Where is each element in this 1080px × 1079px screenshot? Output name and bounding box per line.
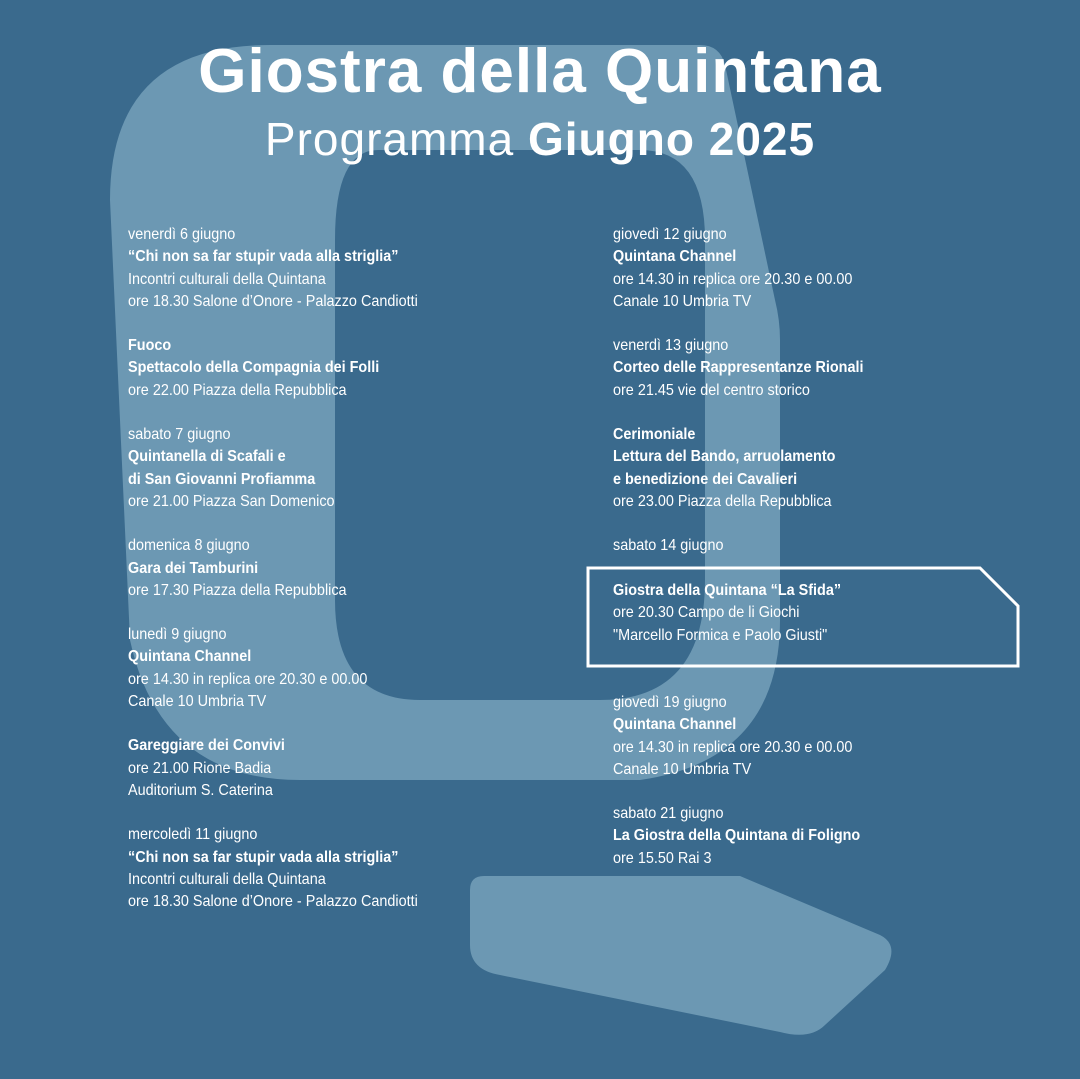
right-column-bottom [613,692,1033,892]
event-title: Lettura del Bando, arruolamento [613,448,836,466]
page-subtitle [0,112,1080,166]
event-detail: ore 21.45 vie del centro storico [613,381,810,399]
event-detail: Incontri culturali della Quintana [128,270,326,288]
event-date: giovedì 19 giugno [613,694,727,711]
event-item [128,224,568,313]
event-item [613,803,1033,870]
event-date: domenica 8 giugno [128,537,250,555]
event-date: lunedì 9 giugno [128,626,227,644]
event-detail: Canale 10 Umbria TV [613,292,752,310]
event-title: Gareggiare dei Convivi [128,737,285,755]
highlight-title: Giostra della Quintana “La Sfida” [613,582,842,599]
subtitle-light: Programma [264,113,515,165]
page-title: Giostra della Quintana [198,37,882,106]
left-column [128,224,568,935]
event-detail: Canale 10 Umbria TV [613,760,752,778]
event-title: “Chi non sa far stupir vada alla striglia” [128,848,399,866]
highlight-detail: "Marcello Formica e Paolo Giusti" [613,626,828,644]
event-date: mercoledì 11 giugno [128,826,258,844]
event-detail: ore 22.00 Piazza della Repubblica [128,381,347,399]
event-date: venerdì 13 giugno [613,337,729,355]
event-title: Corteo delle Rappresentanze Rionali [613,359,864,377]
event-date: sabato 14 giugno [613,537,724,555]
event-item [128,735,568,802]
event-title: Gara dei Tamburini [128,559,259,577]
event-item [128,335,568,402]
event-item [613,335,1033,402]
event-title: Fuoco [128,337,172,355]
event-date: sabato 7 giugno [128,426,231,444]
right-column-top [613,224,1033,580]
event-title: “Chi non sa far stupir vada alla striglia” [128,248,399,266]
event-date: sabato 21 giugno [613,805,724,823]
event-date: venerdì 6 giugno [128,226,236,243]
event-item [613,692,1033,781]
event-item [128,424,568,513]
event-detail: Incontri culturali della Quintana [128,870,326,888]
event-item [613,535,1033,557]
event-detail: ore 23.00 Piazza della Repubblica [613,492,832,510]
event-item [128,824,568,913]
event-detail: ore 17.30 Piazza della Repubblica [128,581,347,599]
event-detail: ore 21.00 Rione Badia [128,759,272,777]
event-title: Quintana Channel [613,248,737,266]
event-item [613,424,1033,513]
event-detail: ore 21.00 Piazza San Domenico [128,492,335,510]
event-detail: Canale 10 Umbria TV [128,693,267,711]
event-detail: ore 14.30 in replica ore 20.30 e 00.00 [613,270,853,288]
event-title: e benedizione dei Cavalieri [613,470,798,488]
event-detail: ore 14.30 in replica ore 20.30 e 00.00 [613,738,853,756]
event-item [613,224,1033,313]
event-title: Quintana Channel [128,648,252,666]
event-detail: ore 15.50 Rai 3 [613,849,712,867]
event-detail: ore 14.30 in replica ore 20.30 e 00.00 [128,670,368,688]
subtitle-bold: Giugno 2025 [528,113,816,165]
event-date: giovedì 12 giugno [613,226,727,243]
event-title: Spettacolo della Compagnia dei Folli [128,359,380,377]
event-title: La Giostra della Quintana di Foligno [613,827,861,845]
event-title: di San Giovanni Profiamma [128,470,316,488]
event-detail: ore 18.30 Salone d’Onore - Palazzo Candiotti [128,292,418,310]
highlight-event [613,580,866,647]
event-title: Quintana Channel [613,716,737,734]
event-detail: ore 18.30 Salone d’Onore - Palazzo Candiotti [128,893,418,911]
event-title: Quintanella di Scafali e [128,448,286,466]
event-detail: Auditorium S. Caterina [128,781,273,799]
event-title: Cerimoniale [613,426,696,444]
highlight-detail: ore 20.30 Campo de li Giochi [613,604,800,622]
event-item [128,624,568,713]
event-item [128,535,568,602]
